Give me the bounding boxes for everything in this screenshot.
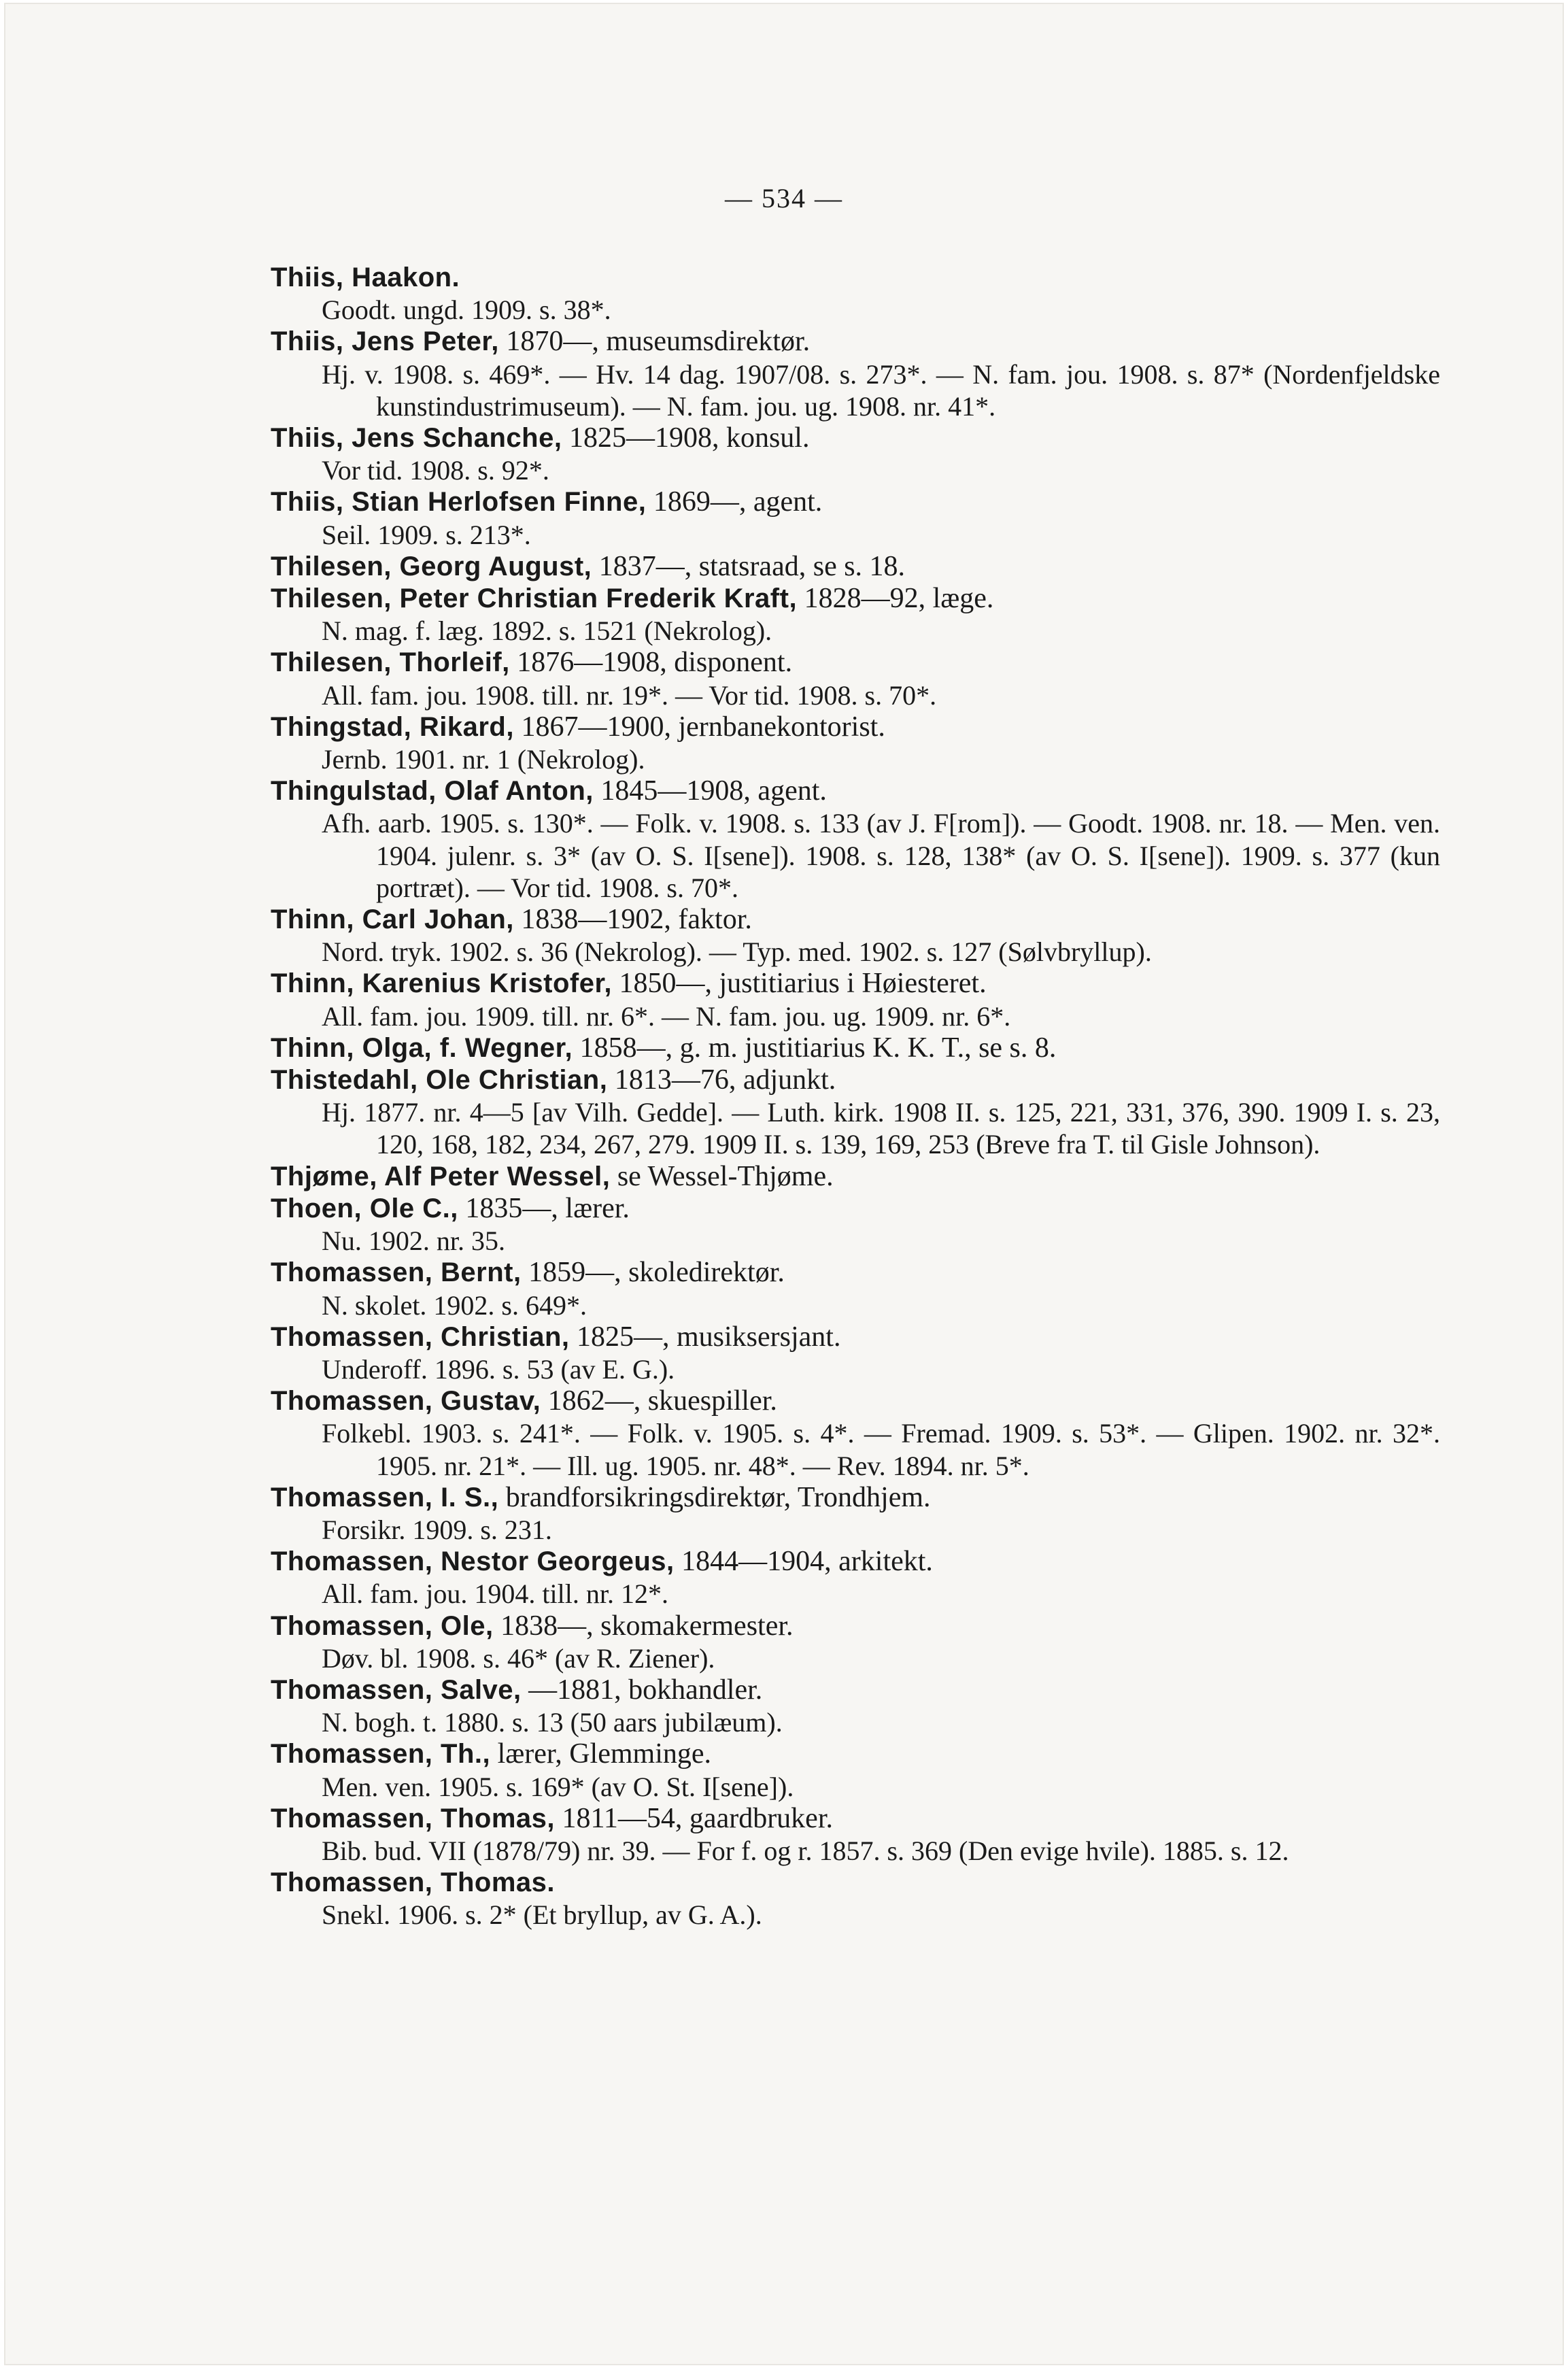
entry-reference: Vor tid. 1908. s. 92*. bbox=[322, 455, 549, 486]
list-item bbox=[271, 1482, 1440, 1546]
list-item bbox=[271, 1867, 1440, 1931]
entry-description: 1845—1908, agent. bbox=[593, 775, 827, 807]
entry-description: 1870—, museumsdirektør. bbox=[498, 326, 811, 358]
entry-description: 1811—54, gaardbruker. bbox=[554, 1802, 833, 1834]
list-item bbox=[271, 1610, 1440, 1674]
list-item bbox=[271, 583, 1440, 647]
entry-description: 1858—, g. m. justitiarius K. K. T., se s. 8. bbox=[573, 1032, 1057, 1064]
entry-reference: Goodt. ungd. 1909. s. 38*. bbox=[322, 294, 611, 326]
entry-name: Thiis, Haakon. bbox=[271, 263, 460, 292]
list-item bbox=[271, 1161, 1440, 1193]
entry-name: Thomassen, Gustav, bbox=[271, 1386, 541, 1417]
entry-reference: Hj. 1877. nr. 4—5 [av Vilh. Gedde]. — Luth. kirk. 1908 II. s. 125, 221, 331, 376, 390. 1909 I. s. 23, 120, 168, 182, 234, 267, 279. 1909 II. s. 139, 169, 253 (Breve fra T. til Gisle Johnson). bbox=[322, 1097, 1440, 1160]
entry-description: 1838—1902, faktor. bbox=[513, 904, 752, 936]
list-item bbox=[271, 1032, 1440, 1064]
entry-reference: Forsikr. 1909. s. 231. bbox=[322, 1514, 552, 1545]
entry-description: se Wessel-Thjøme. bbox=[610, 1160, 834, 1192]
entry-reference: N. bogh. t. 1880. s. 13 (50 aars jubilæum). bbox=[322, 1707, 783, 1738]
list-item bbox=[271, 1193, 1440, 1257]
entry-description: 1825—, musiksersjant. bbox=[569, 1321, 841, 1353]
list-item bbox=[271, 904, 1440, 968]
entry-description: 1828—92, læge. bbox=[797, 583, 994, 615]
entry-name: Thomassen, Christian, bbox=[271, 1321, 570, 1352]
entry-name: Thilesen, Georg August, bbox=[271, 551, 592, 581]
entry-reference: Seil. 1909. s. 213*. bbox=[322, 519, 531, 550]
list-item bbox=[271, 551, 1440, 583]
entry-reference: Døv. bl. 1908. s. 46* (av R. Ziener). bbox=[322, 1642, 715, 1674]
entry-name: Thiis, Jens Peter, bbox=[271, 326, 499, 357]
entry-description: 1835—, lærer. bbox=[458, 1192, 630, 1224]
entry-description: 1876—1908, disponent. bbox=[509, 647, 793, 679]
entry-name: Thoen, Ole C., bbox=[271, 1193, 458, 1223]
list-item bbox=[271, 1803, 1440, 1867]
entry-name: Thilesen, Peter Christian Frederik Kraft, bbox=[271, 583, 798, 614]
entry-reference: Underoff. 1896. s. 53 (av E. G.). bbox=[322, 1353, 675, 1385]
entry-reference: Folkebl. 1903. s. 241*. — Folk. v. 1905. s. 4*. — Fremad. 1909. s. 53*. — Glipen. 1902. nr. 32*. 1905. nr. 21*. — Ill. ug. 1905. nr. 48*. — Rev. 1894. nr. 5*. bbox=[322, 1418, 1440, 1481]
entry-name: Thomassen, Thomas. bbox=[271, 1867, 555, 1898]
entry-description: 1813—76, adjunkt. bbox=[607, 1064, 836, 1096]
entry-reference: Men. ven. 1905. s. 169* (av O. St. I[sene]). bbox=[322, 1771, 794, 1802]
entry-list bbox=[271, 262, 1440, 1931]
entry-description: 1838—, skomakermester. bbox=[493, 1610, 794, 1642]
entry-name: Thomassen, Nestor Georgeus, bbox=[271, 1546, 675, 1577]
entry-description: 1844—1904, arkitekt. bbox=[674, 1546, 933, 1578]
entry-name: Thilesen, Thorleif, bbox=[271, 647, 510, 678]
list-item bbox=[271, 711, 1440, 775]
entry-description: 1825—1908, konsul. bbox=[562, 422, 810, 454]
entry-description: brandforsikringsdirektør, Trondhjem. bbox=[498, 1481, 931, 1513]
list-item bbox=[271, 326, 1440, 422]
entry-description: lærer, Glemminge. bbox=[490, 1738, 712, 1770]
entry-name: Thomassen, Ole, bbox=[271, 1610, 494, 1641]
entry-name: Thiis, Jens Schanche, bbox=[271, 423, 562, 454]
entry-name: Thinn, Olga, f. Wegner, bbox=[271, 1032, 573, 1063]
entry-name: Thomassen, Thomas, bbox=[271, 1803, 555, 1833]
entry-name: Thomassen, Bernt, bbox=[271, 1257, 522, 1288]
list-item bbox=[271, 775, 1440, 904]
entry-description: 1862—, skuespiller. bbox=[541, 1385, 777, 1417]
entry-reference: Nord. tryk. 1902. s. 36 (Nekrolog). — Typ. med. 1902. s. 127 (Sølvbryllup). bbox=[322, 936, 1152, 968]
entry-name: Thomassen, Th., bbox=[271, 1739, 491, 1770]
entry-reference: All. fam. jou. 1908. till. nr. 19*. — Vor tid. 1908. s. 70*. bbox=[322, 679, 937, 711]
entry-name: Thomassen, Salve, bbox=[271, 1674, 522, 1705]
entry-reference: All. fam. jou. 1904. till. nr. 12*. bbox=[322, 1578, 668, 1610]
list-item bbox=[271, 1385, 1440, 1482]
list-item bbox=[271, 1546, 1440, 1610]
entry-description: 1850—, justitiarius i Høiesteret. bbox=[611, 968, 987, 1000]
list-item bbox=[271, 1257, 1440, 1321]
entry-name: Thistedahl, Ole Christian, bbox=[271, 1065, 608, 1096]
page-number: — 534 — bbox=[725, 183, 843, 214]
list-item bbox=[271, 647, 1440, 711]
entry-name: Thingstad, Rikard, bbox=[271, 711, 514, 742]
entry-name: Thinn, Carl Johan, bbox=[271, 904, 514, 935]
entry-name: Thiis, Stian Herlofsen Finne, bbox=[271, 487, 647, 518]
entry-reference: All. fam. jou. 1909. till. nr. 6*. — N. fam. jou. ug. 1909. nr. 6*. bbox=[322, 1000, 1011, 1032]
entry-description: 1859—, skoledirektør. bbox=[521, 1257, 785, 1289]
entry-reference: Jernb. 1901. nr. 1 (Nekrolog). bbox=[322, 744, 645, 775]
entry-reference: N. mag. f. læg. 1892. s. 1521 (Nekrolog). bbox=[322, 615, 772, 647]
list-item bbox=[271, 1321, 1440, 1385]
list-item bbox=[271, 262, 1440, 326]
list-item bbox=[271, 1064, 1440, 1161]
entry-name: Thomassen, I. S., bbox=[271, 1482, 499, 1512]
entry-reference: Nu. 1902. nr. 35. bbox=[322, 1225, 505, 1257]
entry-description: 1837—, statsraad, se s. 18. bbox=[592, 550, 906, 582]
entry-reference: N. skolet. 1902. s. 649*. bbox=[322, 1289, 587, 1321]
entry-reference: Afh. aarb. 1905. s. 130*. — Folk. v. 1908. s. 133 (av J. F[rom]). — Goodt. 1908. nr. 18. — Men. ven. 1904. julenr. s. 3* (av O. S. I[sene]). 1908. s. 128, 138* (av O. S. I[sene]). 1909. s. 377 (kun portræt). — Vor tid. 1908. s. 70*. bbox=[322, 808, 1440, 903]
list-item bbox=[271, 1738, 1440, 1802]
entry-reference: Snekl. 1906. s. 2* (Et bryllup, av G. A.). bbox=[322, 1899, 762, 1931]
entry-description: —1881, bokhandler. bbox=[521, 1674, 763, 1706]
list-item bbox=[271, 422, 1440, 486]
entry-reference: Bib. bud. VII (1878/79) nr. 39. — For f. og r. 1857. s. 369 (Den evige hvile). 1885. s. 12. bbox=[322, 1835, 1289, 1866]
list-item bbox=[271, 486, 1440, 550]
entry-name: Thinn, Karenius Kristofer, bbox=[271, 968, 612, 999]
list-item bbox=[271, 1674, 1440, 1738]
entry-reference: Hj. v. 1908. s. 469*. — Hv. 14 dag. 1907/08. s. 273*. — N. fam. jou. 1908. s. 87* (Nordenfjeldske kunstindustrimuseum). — N. fam. jou. ug. 1908. nr. 41*. bbox=[322, 358, 1440, 422]
entry-name: Thingulstad, Olaf Anton, bbox=[271, 776, 594, 807]
entry-name: Thjøme, Alf Peter Wessel, bbox=[271, 1161, 611, 1191]
list-item bbox=[271, 968, 1440, 1032]
entry-description: 1867—1900, jernbanekontorist. bbox=[513, 711, 885, 743]
entry-description: 1869—, agent. bbox=[646, 486, 823, 518]
